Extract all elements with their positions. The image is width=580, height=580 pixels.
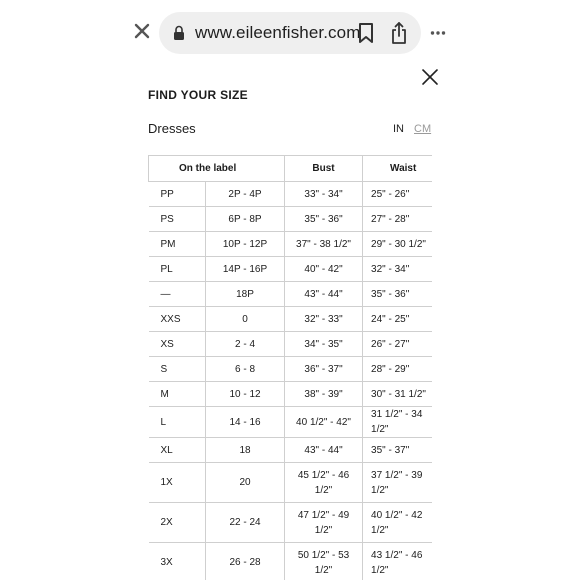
waist-cell [363,282,432,307]
url-text[interactable]: www.eileenfisher.com [195,23,361,42]
size-cell [149,463,206,503]
size-cell [149,232,206,257]
waist-cell-text: 25" - 26" [371,188,410,200]
size-cell [149,257,206,282]
label-cell [206,463,285,503]
waist-cell-text: 31 1/2" - 34 1/2" [371,409,423,435]
table-row [149,207,433,232]
bust-cell [285,307,363,332]
bust-cell [285,257,363,282]
label-cell [206,232,285,257]
unit-cm-toggle[interactable]: CM [414,123,432,135]
waist-cell [363,207,432,232]
table-row [149,232,433,257]
waist-cell-text: 28" - 29" [371,363,410,375]
category-label: Dresses [148,121,196,136]
label-cell [206,332,285,357]
bust-cell [285,463,363,503]
label-cell-text: 6 - 8 [235,363,256,375]
bust-cell [285,182,363,207]
waist-cell [363,438,432,463]
bust-cell [285,382,363,407]
bust-cell-text: 36" - 37" [304,363,343,375]
size-cell [149,438,206,463]
size-cell-text: XXS [160,313,181,325]
waist-cell-text: 37 1/2" - 39 1/2" [371,469,423,496]
label-cell-text: 0 [242,313,248,325]
table-header-row [149,156,433,182]
label-cell-text: 14P - 16P [222,263,268,275]
bust-cell-text: 37" - 38 1/2" [296,238,351,250]
table-row [149,257,433,282]
label-cell [206,503,285,543]
bust-cell-text: 45 1/2" - 46 1/2" [297,469,350,496]
size-cell [149,207,206,232]
size-cell-text: M [160,388,169,400]
unit-in-toggle[interactable]: IN [393,123,404,135]
size-cell [149,407,206,438]
size-cell-text: 1X [160,477,173,488]
bust-cell-text: 34" - 35" [304,338,343,350]
bust-cell-text: 32" - 33" [304,313,343,325]
bust-cell-text: 38" - 39" [304,388,343,400]
bust-cell [285,232,363,257]
table-row [149,332,433,357]
waist-cell [363,357,432,382]
size-cell-text: 2X [160,517,173,528]
waist-cell-text: 43 1/2" - 46 1/2" [371,549,423,576]
size-chart [148,155,432,580]
bust-cell [285,332,363,357]
size-cell [149,382,206,407]
waist-cell-text: 27" - 28" [371,213,410,225]
size-cell-text: PL [160,263,173,275]
browser-toolbar [0,0,580,66]
bust-cell-text: 40" - 42" [304,263,343,275]
waist-cell-text: 26" - 27" [371,338,410,350]
waist-cell [363,232,432,257]
label-cell-text: 2 - 4 [235,338,256,350]
table-row [149,357,433,382]
table-row [149,382,433,407]
waist-cell [363,307,432,332]
waist-cell-text: 40 1/2" - 42 1/2" [371,509,423,536]
waist-cell-text: 35" - 37" [371,444,410,456]
table-row [149,407,433,438]
waist-cell [363,182,432,207]
header-bust: Bust [285,156,363,182]
label-cell [206,543,285,580]
size-cell [149,332,206,357]
label-cell [206,307,285,332]
waist-cell [363,503,432,543]
size-cell [149,357,206,382]
waist-cell-text: 30" - 31 1/2" [371,388,426,400]
waist-cell [363,257,432,282]
size-cell [149,307,206,332]
waist-cell [363,382,432,407]
label-cell [206,382,285,407]
size-cell-text: XS [160,338,174,350]
size-cell-text: PS [160,213,174,225]
lock-icon [173,25,185,41]
bust-cell [285,207,363,232]
bust-cell-text: 43" - 44" [304,444,343,456]
bookmark-icon[interactable] [357,22,375,44]
size-cell-text: PM [160,238,176,250]
size-cell-text: — [160,288,171,300]
bust-cell-text: 35" - 36" [304,213,343,225]
waist-cell-text: 35" - 36" [371,288,410,300]
more-icon[interactable] [430,23,446,43]
share-icon[interactable] [389,21,409,45]
bust-cell [285,503,363,543]
label-cell [206,282,285,307]
header-on-the-label: On the label [149,156,285,182]
modal-title: FIND YOUR SIZE [148,88,248,102]
size-cell-text: PP [160,188,174,200]
label-cell [206,357,285,382]
address-bar[interactable] [159,12,421,54]
size-cell-text: 3X [160,557,173,568]
table-body [149,182,433,580]
bust-cell [285,438,363,463]
bust-cell [285,357,363,382]
table-row [149,182,433,207]
size-cell-text: S [160,363,168,375]
waist-cell [363,463,432,503]
label-cell-text: 26 - 28 [229,557,261,568]
bust-cell-text: 47 1/2" - 49 1/2" [297,509,350,536]
bust-cell-text: 43" - 44" [304,288,343,300]
bust-cell [285,543,363,580]
label-cell-text: 22 - 24 [229,517,261,528]
bust-cell-text: 40 1/2" - 42" [296,416,351,428]
header-waist: Waist [363,156,432,182]
label-cell-text: 2P - 4P [228,188,262,200]
size-table [148,155,432,580]
waist-cell [363,407,432,438]
size-cell [149,182,206,207]
bust-cell [285,407,363,438]
bust-cell-text: 50 1/2" - 53 1/2" [297,549,350,576]
size-cell [149,503,206,543]
label-cell [206,407,285,438]
size-cell-text: L [160,416,167,428]
table-row [149,307,433,332]
waist-cell-text: 29" - 30 1/2" [371,238,426,250]
bust-cell [285,282,363,307]
label-cell [206,257,285,282]
size-cell [149,282,206,307]
label-cell [206,182,285,207]
waist-cell-text: 24" - 25" [371,313,410,325]
table-row [149,463,433,503]
size-cell-text: XL [160,444,173,456]
label-cell-text: 10 - 12 [229,388,261,400]
table-row [149,282,433,307]
label-cell [206,438,285,463]
waist-cell [363,543,432,580]
size-cell [149,543,206,580]
bust-cell-text: 33" - 34" [304,188,343,200]
label-cell-text: 6P - 8P [228,213,262,225]
label-cell [206,207,285,232]
label-cell-text: 20 [239,477,251,488]
label-cell-text: 14 - 16 [229,416,261,428]
waist-cell [363,332,432,357]
close-icon[interactable] [133,22,153,42]
label-cell-text: 10P - 12P [222,238,268,250]
modal-close-icon[interactable] [420,67,440,87]
table-row [149,438,433,463]
label-cell-text: 18 [239,444,251,456]
table-row [149,543,433,580]
table-row [149,503,433,543]
waist-cell-text: 32" - 34" [371,263,410,275]
label-cell-text: 18P [236,288,254,300]
